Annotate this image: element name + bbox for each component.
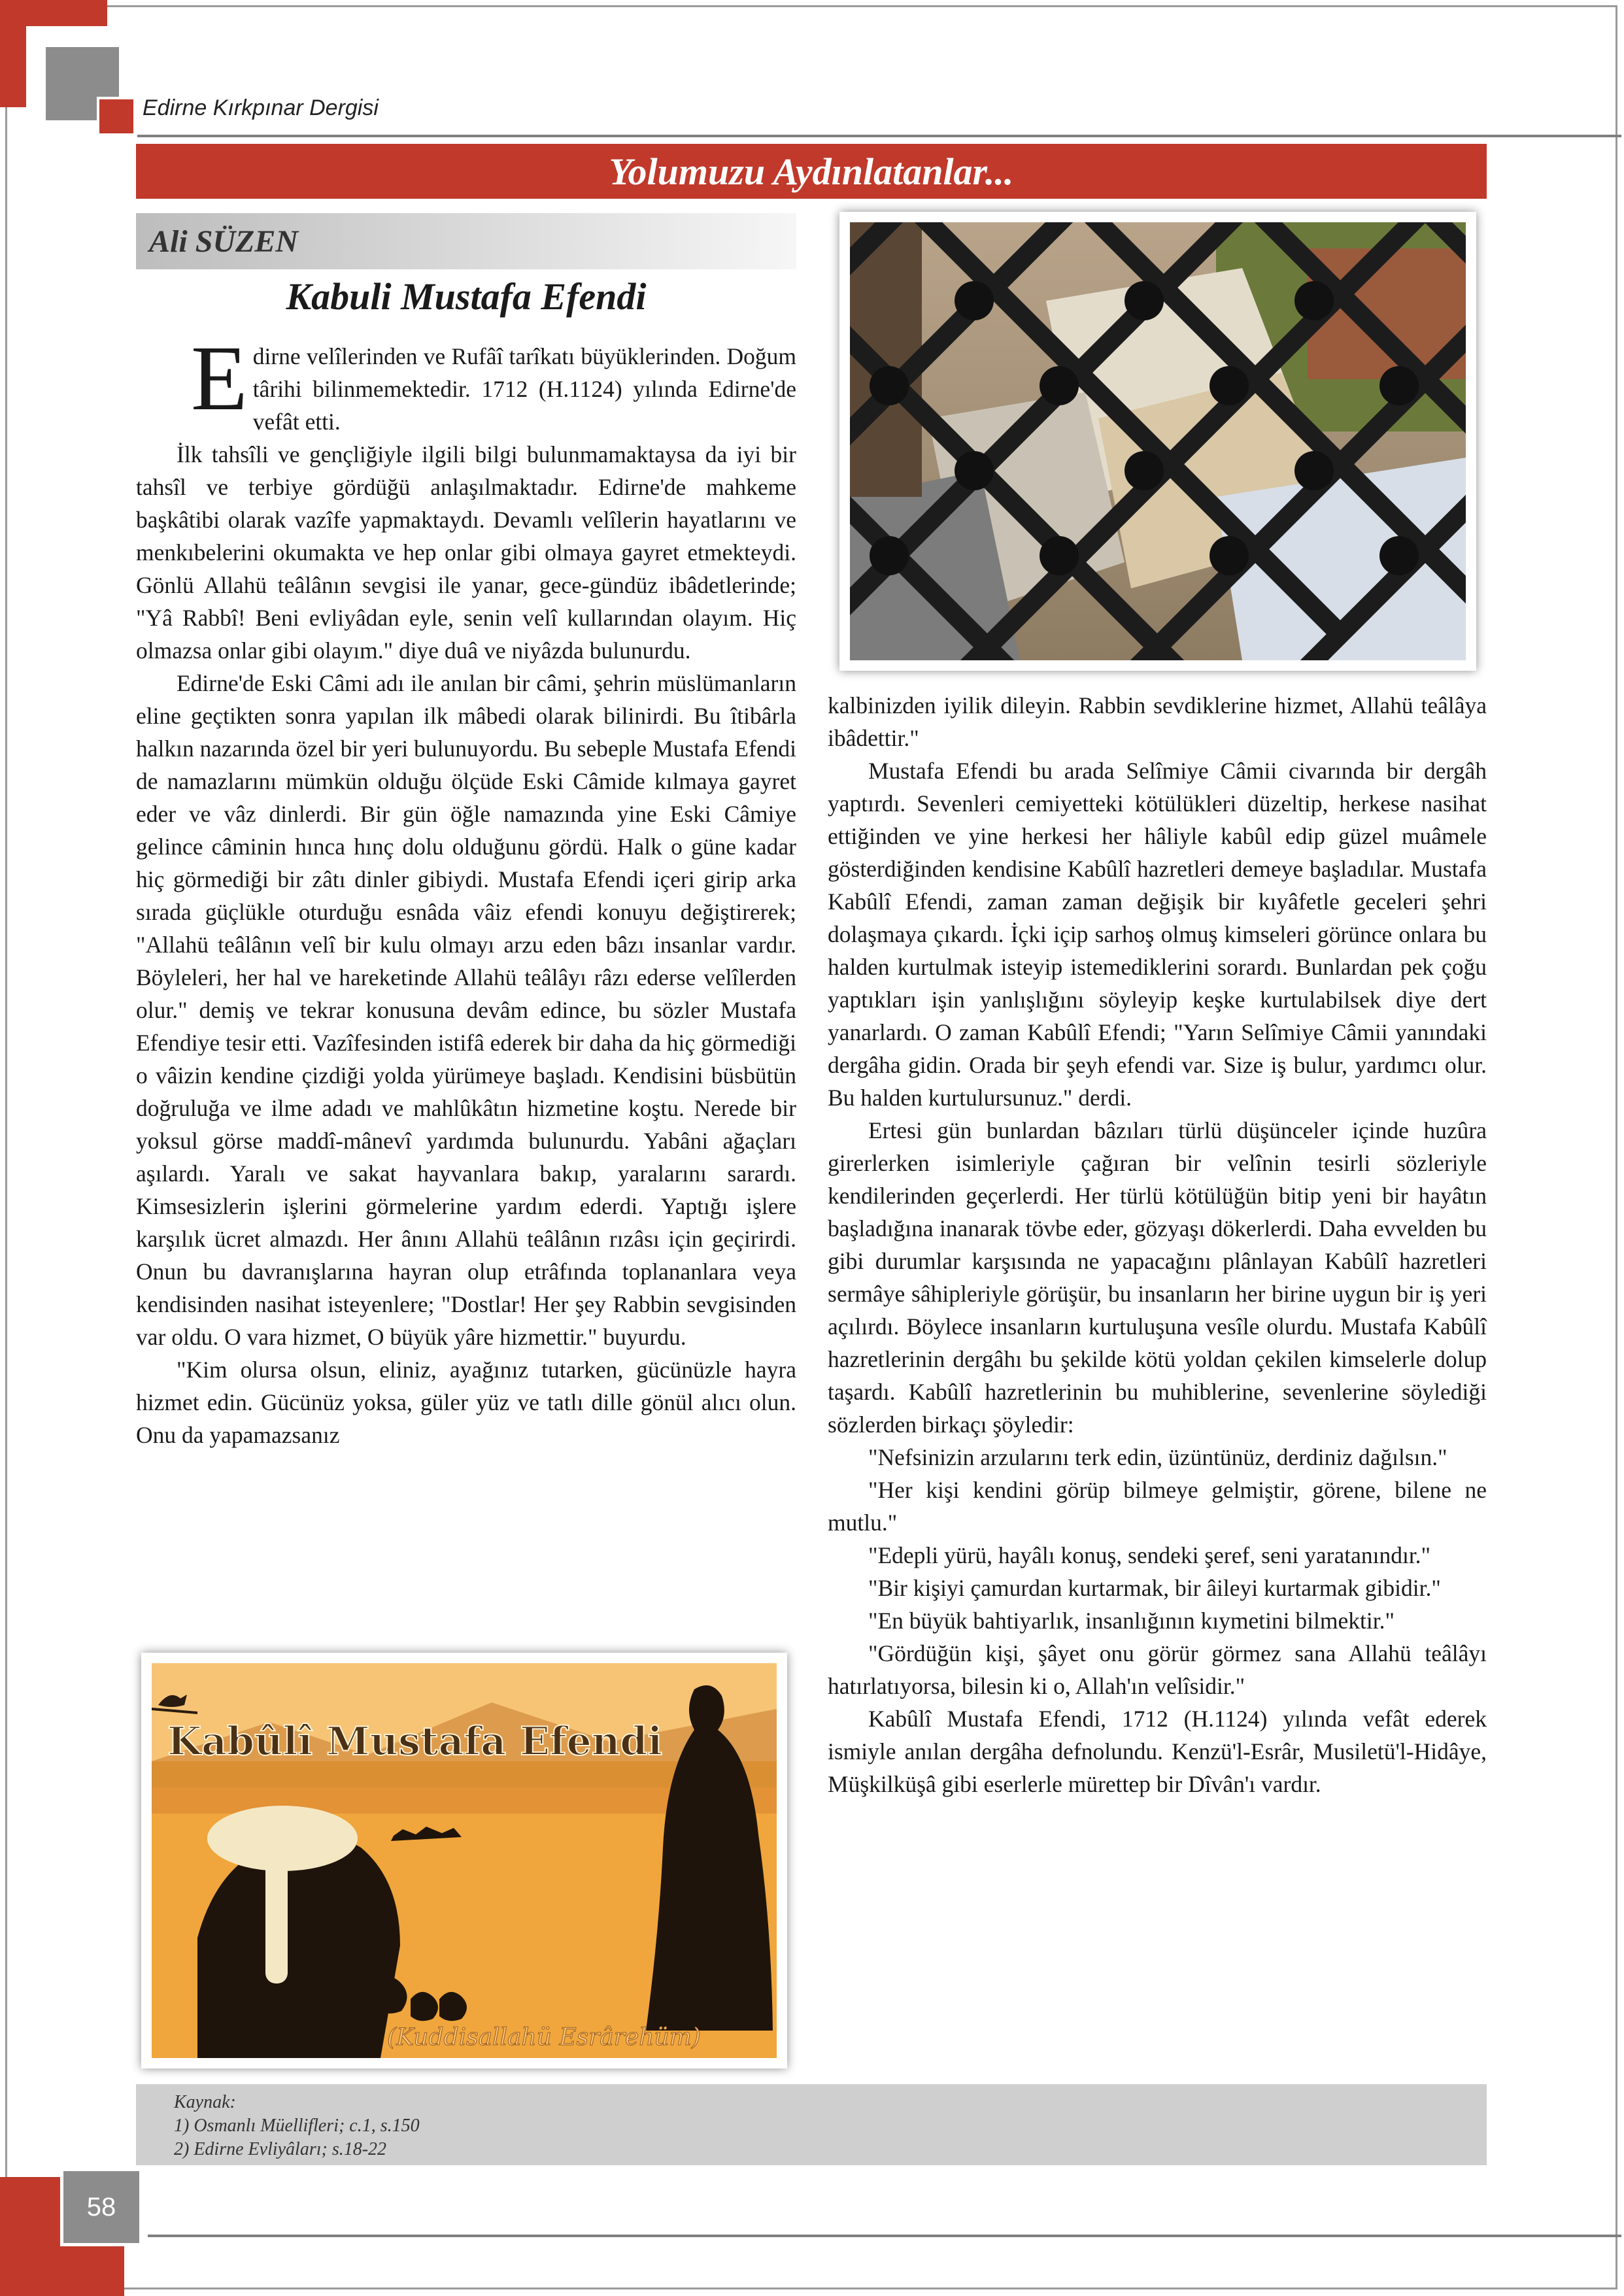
kabuli-illustration-image bbox=[141, 1653, 787, 2068]
page-number: 58 bbox=[60, 2168, 143, 2246]
quote: "Gördüğün kişi, şâyet onu görür görmez sana Allahü teâlâyı hatırlatıyorsa, bilesin ki o, Allah'ın velîsidir." bbox=[828, 1640, 1487, 1699]
paragraph: Kabûlî Mustafa Efendi, 1712 (H.1124) yılında vefât ederek ismiyle anılan dergâha defnolundu. Kenzü'l-Esrâr, Musiletü'l-Hidâye, Müşkilküşâ gibi eserlerle mürettep bir Dîvân'ı vardır. bbox=[828, 1706, 1487, 1797]
author-bar bbox=[136, 213, 796, 269]
paragraph: İlk tahsîli ve gençliğiyle ilgili bilgi bulunmamaktaysa da iyi bir tahsîl ve terbiye gördüğü anlaşılmaktadır. Edirne'de mahkeme başkâtibi olarak vazîfe yapmaktaydı. Devamlı velîlerin hayatlarını ve menkıbelerini okumakta ve hep onlar gibi olmaya gayret etmekteydi. Gönlü Allahü teâlânın sevgisi ile yanar, gece-gündüz ibâdetlerinde; "Yâ Rabbî! Beni evliyâdan eyle, senin velî kullarından olayım. Hiç olmazsa onlar gibi olayım." diye duâ ve niyâzda bulunurdu. bbox=[136, 441, 796, 664]
paragraph: kalbinizden iyilik dileyin. Rabbin sevdiklerine hizmet, Allahü teâlâya ibâdettir." bbox=[828, 692, 1487, 751]
section-title: Yolumuzu Aydınlatanlar... bbox=[609, 150, 1014, 193]
source-item: 1) Osmanlı Müellifleri; c.1, s.150 bbox=[174, 2116, 420, 2136]
section-title-bar bbox=[136, 144, 1487, 199]
kabuli-illustration bbox=[152, 1663, 777, 2058]
quote: "Nefsinizin arzularını terk edin, üzüntünüz, derdiniz dağılsın." bbox=[868, 1444, 1447, 1470]
quote: "Her kişi kendini görüp bilmeye gelmiştir, görene, bilene ne mutlu." bbox=[828, 1477, 1487, 1536]
sources-box bbox=[136, 2084, 1487, 2165]
paragraph: Mustafa Efendi bu arada Selîmiye Câmii civarında bir dergâh yaptırdı. Sevenleri cemiyetteki kötülükleri düzeltip, herkese nasihat ettiğinden ve yine herkesi her hâliyle kabûl edip güzel muâmele gösterdiğinden kendisine Kabûlî hazretleri demeye başladılar. Mustafa Kabûlî Efendi, zaman zaman değişik bir kıyâfetle geceleri şehri dolaşmaya çıkardı. İçki içip sarhoş olmuş kimseleri görünce onlara bu halden kurtulmak isteyip istemediklerini sorardı. Bunlardan pek çoğu yaptıkları işin yanlışlığını söyleyip keşke kurtulabilsek diye dert yanarlardı. O zaman Kabûlî Efendi; "Yarın Selîmiye Câmii yanındaki dergâha gidin. Orada bir şeyh efendi var. Size iş bulur, yardımcı olur. Bu halden kurtulursunuz." derdi. bbox=[828, 758, 1487, 1111]
paragraph: "Kim olursa olsun, eliniz, ayağınız tutarken, gücünüzle hayra hizmet edin. Gücünüz yoksa, güler yüz ve tatlı dille gönül alıcı olun. Onu da yapamazsanız bbox=[136, 1357, 796, 1448]
text-column-right bbox=[828, 689, 1487, 1800]
quote: "En büyük bahtiyarlık, insanlığının kıymetini bilmektir." bbox=[868, 1608, 1395, 1634]
paragraph: Edirne'de Eski Câmi adı ile anılan bir câmi, şehrin müslümanların eline geçtikten sonra yapılan ilk mâbedi olarak bilinirdi. Bu îtibârla halkın nazarında özel bir yeri bulunuyordu. Bu sebeple Mustafa Efendi de namazlarını mümkün olduğu ölçüde Eski Câmide kılmaya gayret eder ve vâz dinlerdi. Bir gün öğle namazında yine Eski Câmiye gelince câminin hınca hınç dolu olduğunu gördü. Halk o güne kadar hiç görmediği bir zâtı dinler gibiydi. Mustafa Efendi içeri girip arka sırada güçlükle oturduğu esnâda vâiz efendi konuyu değiştirerek; "Allahü teâlânın velî bir kulu olmayı arzu eden bâzı insanlar vardır. Böyleleri, her hal ve hareketinde Allahü teâlâyı râzı ederse velîlerden olur." demiş ve tekrar konusuna devâm edince, bu sözler Mustafa Efendiye tesir etti. Vazîfesinden istifâ ederek bir daha da hiç görmediği o vâizin kendine çizdiği yolda yürümeye başladı. Kendisini büsbütün doğruluğa ve ilme adadı ve mahlûkâtın hizmetine koştu. Nerede bir yoksul görse maddî-mânevî yardımda bulunurdu. Yabâni ağaçları aşılardı. Yaralı ve sakat hayvanlara bakıp, yaralarını sarardı. Kimsesizlerin işlerini görmelerine yardım ederdi. Yaptığı işlere karşılık ücret almazdı. Her ânını Allahü teâlânın rızâsı için geçirirdi. Onun bu davranışlarına hayran olup etrâfında toplananlara veya kendisinden nasihat isteyenlere; "Dostlar! Her şey Rabbin sevgisinden var oldu. O vara hizmet, O büyük yâre hizmettir." buyurdu. bbox=[136, 670, 796, 1350]
illustration-caption: (Kuddisallahü Esrârehüm) bbox=[387, 2024, 701, 2051]
source-item: 2) Edirne Evliyâları; s.18-22 bbox=[174, 2139, 387, 2159]
paragraph-text: dirne velîlerinden ve Rufâî tarîkatı büyüklerinden. Doğum târihi bilinmemektedir. 1712 (H.1124) yılında Edirne'de vefât etti. bbox=[252, 343, 796, 435]
sources-label: Kaynak: bbox=[174, 2092, 236, 2112]
paragraph: Ertesi gün bunlardan bâzıları türlü düşünceler içinde huzûra girerlerken isimleriyle çağıran bir velînin tesirli sözleriyle kendilerinden geçerlerdi. Her türlü kötülüğün bitip yeni bir hayâtın başladığına inanarak tövbe eder, gözyaşı dökerlerdi. Daha evvelden bu gibi durumlar karşısında ne yapacağını plânlayan Kabûlî hazretleri sermâye sâhipleriyle görüşür, bu insanların her birine uygun bir iş yeri açılırdı. Böylece insanların kurtuluşuna vesîle olurdu. Mustafa Kabûlî hazretlerinin dergâhı bu şekilde kötü yoldan çekilen kimselerle dolup taşardı. Kabûlî hazretlerinin bu muhiblerine, sevenlerine söylediği sözlerden birkaçı şöyledir: bbox=[828, 1117, 1487, 1438]
author-name: Ali SÜZEN bbox=[149, 224, 299, 259]
corner-decoration-red-small bbox=[97, 97, 136, 136]
paragraph bbox=[136, 326, 796, 438]
footer-rule bbox=[148, 2235, 1621, 2237]
grave-lattice-photo bbox=[839, 212, 1476, 671]
text-column-left bbox=[136, 326, 796, 1451]
quote: "Edepli yürü, hayâlı konuş, sendeki şeref, seni yaratanındır." bbox=[868, 1542, 1431, 1568]
magazine-name: Edirne Kırkpınar Dergisi bbox=[143, 95, 379, 120]
drop-cap: E bbox=[191, 326, 248, 430]
grave-lattice-illustration bbox=[850, 222, 1466, 660]
illustration-title: Kabûlî Mustafa Efendi bbox=[167, 1719, 663, 1764]
article-title: Kabuli Mustafa Efendi bbox=[286, 275, 647, 318]
quote: "Bir kişiyi çamurdan kurtarmak, bir âileyi kurtarmak gibidir." bbox=[868, 1575, 1441, 1601]
header-rule bbox=[137, 135, 1621, 137]
